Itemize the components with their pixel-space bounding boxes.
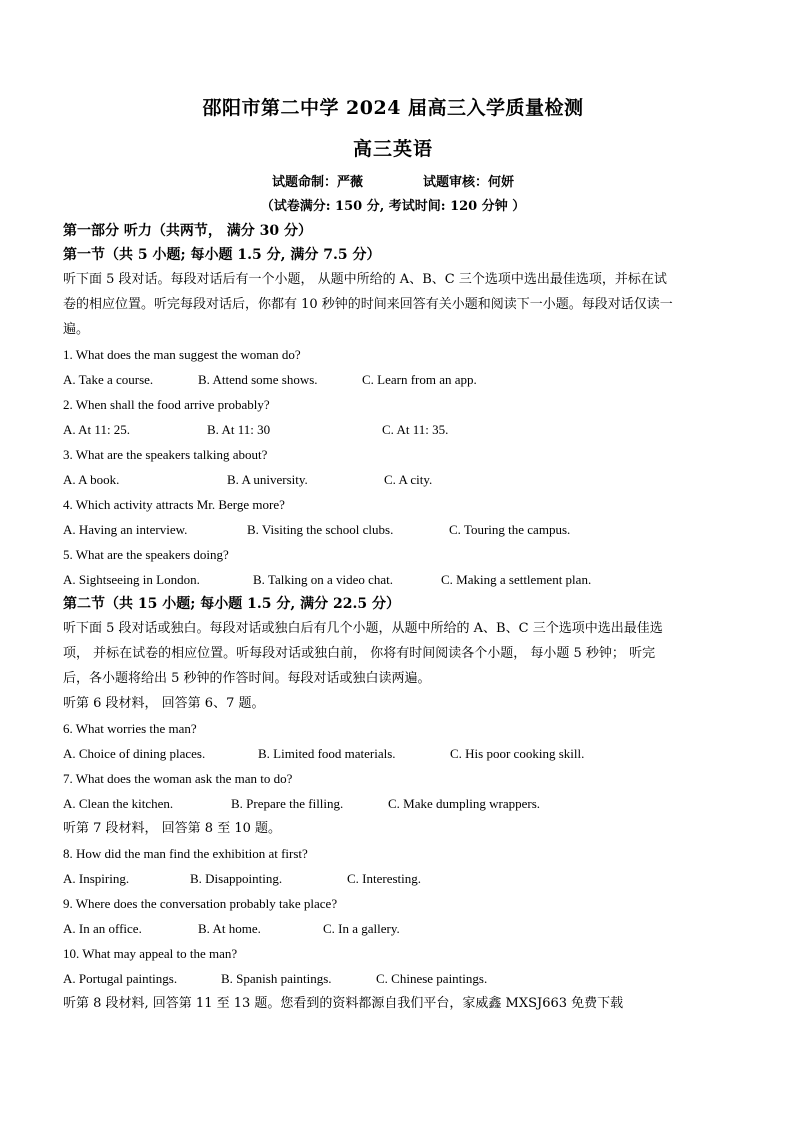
exam-info: （试卷满分: 150 分, 考试时间: 120 分钟 ） (260, 199, 526, 214)
question-6-options (63, 741, 723, 766)
option-b: B. Spanish paintings. (221, 971, 332, 986)
option-a: A. A book. (63, 472, 120, 487)
section2-instructions-line: 听下面 5 段对话或独白。每段对话或独白后有几个小题，从题中所给的 A、B、C 三个选项中选出最佳选 (63, 621, 663, 636)
question-9: 9. Where does the conversation probably take place? (63, 896, 338, 911)
option-b: B. Disappointing. (190, 871, 283, 886)
question-1: 1. What does the man suggest the woman do? (63, 347, 301, 362)
option-c: C. Making a settlement plan. (441, 572, 592, 587)
option-c: C. Touring the campus. (449, 522, 571, 537)
question-6: 6. What worries the man? (63, 721, 197, 736)
question-7-options (63, 791, 723, 816)
option-a: A. Clean the kitchen. (63, 796, 174, 811)
question-5: 5. What are the speakers doing? (63, 547, 229, 562)
exam-subject: 高三英语 (352, 138, 433, 160)
question-7: 7. What does the woman ask the man to do? (63, 771, 293, 786)
section2-heading: 第二节（共 15 小题; 每小题 1.5 分, 满分 22.5 分） (63, 596, 400, 612)
option-c: C. Learn from an app. (362, 372, 477, 387)
option-a: A. Portugal paintings. (63, 971, 178, 986)
part1-heading: 第一部分 听力（共两节， 满分 30 分） (63, 223, 312, 239)
option-b: B. Prepare the filling. (231, 796, 344, 811)
reviewer-credit: 试题审核：何妍 (423, 175, 515, 190)
option-c: C. A city. (384, 472, 433, 487)
section1-instructions-line: 听下面 5 段对话。每段对话后有一个小题， 从题中所给的 A、B、C 三个选项中选出最佳选项，并标在试 (63, 272, 667, 287)
question-9-options (63, 916, 723, 941)
question-8: 8. How did the man find the exhibition at first? (63, 846, 308, 861)
option-b: B. Attend some shows. (198, 372, 318, 387)
option-a: A. At 11: 25. (63, 422, 131, 437)
question-4: 4. Which activity attracts Mr. Berge more? (63, 497, 285, 512)
question-8-options (63, 866, 723, 891)
option-a: A. Sightseeing in London. (63, 572, 200, 587)
option-c: C. Interesting. (347, 871, 422, 886)
option-b: B. A university. (227, 472, 308, 487)
option-b: B. At 11: 30 (207, 422, 271, 437)
section1-instructions-line: 遍。 (63, 322, 90, 337)
material-8-heading: 听第 8 段材料, 回答第 11 至 13 题。您看到的资料都源自我们平台，家威鑫 MXSJ663 免费下载 (63, 996, 624, 1011)
question-3-options (63, 467, 723, 492)
option-c: C. Chinese paintings. (376, 971, 488, 986)
question-10: 10. What may appeal to the man? (63, 946, 238, 961)
option-a: A. Choice of dining places. (63, 746, 206, 761)
exam-title: 邵阳市第二中学 2024 届高三入学质量检测 (202, 97, 584, 119)
option-b: B. At home. (198, 921, 261, 936)
material-7-heading: 听第 7 段材料， 回答第 8 至 10 题。 (63, 821, 282, 836)
section2-instructions-line: 后，各小题将给出 5 秒钟的作答时间。每段对话或独白读两遍。 (63, 671, 431, 686)
option-b: B. Visiting the school clubs. (247, 522, 394, 537)
question-2-options (63, 417, 723, 442)
question-5-options (63, 567, 723, 592)
question-10-options (63, 966, 723, 991)
section1-heading: 第一节（共 5 小题; 每小题 1.5 分, 满分 7.5 分） (63, 247, 381, 263)
option-a: A. Inspiring. (63, 871, 130, 886)
option-c: C. His poor cooking skill. (450, 746, 585, 761)
option-a: A. Take a course. (63, 372, 154, 387)
exam-page (63, 93, 723, 1016)
option-b: B. Limited food materials. (258, 746, 396, 761)
author-credit: 试题命制：严薇 (271, 175, 363, 190)
question-2: 2. When shall the food arrive probably? (63, 397, 270, 412)
option-a: A. Having an interview. (63, 522, 188, 537)
question-3: 3. What are the speakers talking about? (63, 447, 268, 462)
option-c: C. At 11: 35. (382, 422, 449, 437)
section2-instructions-line: 项， 并标在试卷的相应位置。听每段对话或独白前， 你将有时间阅读各个小题， 每小题 5 秒钟； 听完 (63, 646, 656, 661)
option-b: B. Talking on a video chat. (253, 572, 394, 587)
option-c: C. Make dumpling wrappers. (388, 796, 541, 811)
section1-instructions-line: 卷的相应位置。听完每段对话后，你都有 10 秒钟的时间来回答有关小题和阅读下一小题。每段对话仅读一 (63, 297, 673, 312)
option-a: A. In an office. (63, 921, 142, 936)
material-6-heading: 听第 6 段材料， 回答第 6、7 题。 (63, 696, 265, 711)
question-4-options (63, 517, 723, 542)
question-1-options (63, 367, 723, 392)
exam-credits (63, 171, 723, 195)
option-c: C. In a gallery. (323, 921, 400, 936)
